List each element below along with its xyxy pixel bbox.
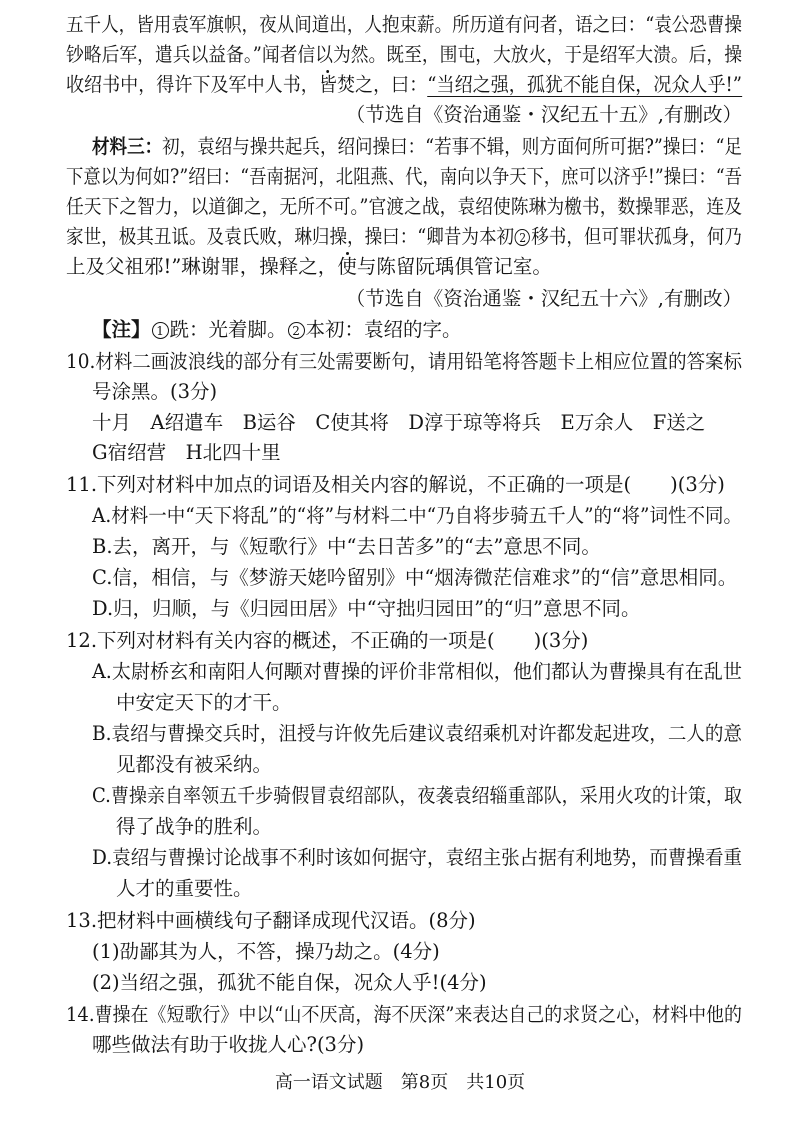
passage-line: 家世，极其丑诋。及袁氏败，琳归操，操曰：“卿昔为本初 2 移书，但可罪状孤身，何乃 (66, 225, 742, 248)
question-10-stem: 10.材料二画波浪线的部分有三处需要断句，请用铅笔将答题卡上相应位置的答案标 (66, 350, 742, 373)
passage-line: 材料三：初，袁绍与操共起兵，绍问操曰：“若事不辑，则方面何所可据?”操曰：“足 (92, 135, 742, 158)
footnote-marker: 1 (152, 322, 169, 339)
question-11-stem: 11.下列对材料中加点的词语及相关内容的解说，不正确的一项是( )(3分) (66, 473, 725, 496)
note-label: 【注】 (92, 318, 151, 341)
passage-line: 五千人，皆用袁军旗帜，夜从间道出，人抱束薪。所历道有问者，语之曰：“袁公恐曹操 (66, 13, 742, 36)
dotted-word: 皆 (318, 73, 337, 96)
question-12-stem: 12.下列对材料有关内容的概述，不正确的一项是( )(3分) (66, 629, 589, 652)
footnote-marker: 2 (288, 322, 305, 339)
annotation-note: 【注】 1 跣：光着脚。 2 本初：袁绍的字。 (92, 318, 462, 341)
question-10-options: G宿绍营 H北四十里 (92, 441, 281, 464)
question-12-option-b: B.袁绍与曹操交兵时，沮授与许攸先后建议袁绍乘机对许都发起进攻，二人的意 (92, 722, 742, 745)
question-12-option-d: D.袁绍与曹操讨论战事不利时该如何据守，袁绍主张占据有利地势，而曹操看重 (92, 846, 742, 869)
question-10-stem: 号涂黑。(3分) (92, 380, 218, 403)
footnote-marker: 2 (515, 229, 530, 246)
source-citation: （节选自《资治通鉴・汉纪五十六》,有删改） (345, 287, 742, 310)
question-10-options: 十月 A绍遣车 B运谷 C使其将 D淳于琼等将兵 E万余人 F送之 (92, 411, 706, 434)
passage-line: 上及父祖邪!”琳谢罪，操释之，使与陈留阮瑀俱管记室。 (66, 255, 552, 278)
question-11-option-a: A.材料一中“天下将乱”的“将”与材料二中“乃自将步骑五千人”的“将”词性不同。 (92, 504, 742, 527)
question-13-sentence: (2)当绍之强，孤犹不能自保，况众人乎!(4分) (92, 971, 487, 994)
dotted-word: 使 (337, 255, 357, 278)
question-11-option-b: B.去，离开，与《短歌行》中“去日苦多”的“去”意思不同。 (92, 535, 601, 558)
page-footer: 高一语文试题 第8页 共10页 (274, 1072, 526, 1093)
question-12-option-a: A.太尉桥玄和南阳人何颙对曹操的评价非常相似，他们都认为曹操具有在乱世 (92, 660, 742, 683)
source-citation: （节选自《资治通鉴・汉纪五十五》,有删改） (345, 103, 742, 126)
question-13-stem: 13.把材料中画横线句子翻译成现代汉语。(8分) (66, 909, 476, 932)
question-12-option-c: C.曹操亲自率领五千步骑假冒袁绍部队，夜袭袁绍辎重部队，采用火攻的计策，取 (92, 784, 742, 807)
question-14-stem: 14.曹操在《短歌行》中以“山不厌高，海不厌深”来表达自己的求贤之心，材料中他的 (66, 1003, 742, 1026)
question-12-option-b: 见都没有被采纳。 (116, 753, 273, 776)
passage-line: 收绍书中，得许下及军中人书，皆焚之，曰：“当绍之强，孤犹不能自保，况众人乎!” (66, 73, 742, 96)
material-label: 材料三： (92, 135, 163, 158)
passage-line: 下意以为何如?”绍曰：“吾南据河，北阻燕、代，南向以争天下，庶可以济乎!”操曰：“吾 (66, 165, 742, 188)
question-11-option-d: D.归，归顺，与《归园田居》中“守拙归园田”的“归”意思不同。 (92, 597, 641, 620)
passage-line: 钞略后军，遣兵以益备。”闻者信以为然。既至，围屯，大放火，于是绍军大溃。后，操 (66, 43, 742, 66)
question-11-option-c: C.信，相信，与《梦游天姥吟留别》中“烟涛微茫信难求”的“信”意思相同。 (92, 566, 738, 589)
question-12-option-a: 中安定天下的才干。 (116, 691, 292, 714)
underlined-sentence: “当绍之强，孤犹不能自保，况众人乎!” (427, 73, 742, 96)
passage-line: 任天下之智力，以道御之，无所不可。”官渡之战，袁绍使陈琳为檄书，数操罪恶，连及 (66, 195, 742, 218)
question-14-stem: 哪些做法有助于收拢人心?(3分) (92, 1033, 365, 1056)
question-12-option-d: 人才的重要性。 (116, 877, 253, 900)
question-13-sentence: (1)劭鄙其为人，不答，操乃劫之。(4分) (92, 940, 440, 963)
question-12-option-c: 得了战争的胜利。 (116, 815, 273, 838)
